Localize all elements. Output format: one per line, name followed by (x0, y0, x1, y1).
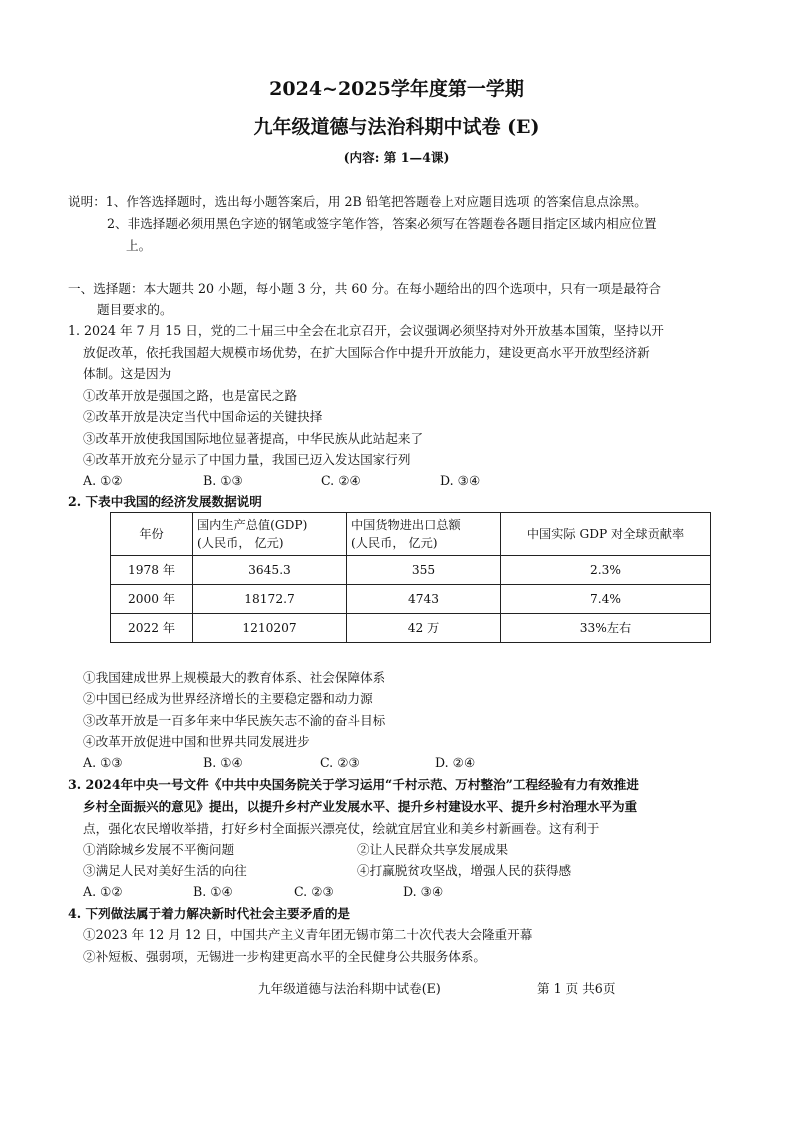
q1-option-b: B. ①③ (203, 473, 243, 488)
footer-page-number: 第 1 页 共6页 (537, 981, 616, 996)
q3-statement-2: ②让人民群众共享发展成果 (357, 842, 509, 857)
table-row (111, 585, 711, 614)
q3-statement-3: ③满足人民对美好生活的向往 (83, 863, 247, 878)
economic-data-table (110, 512, 711, 643)
cell-trade: 42 万 (347, 614, 501, 643)
header-gdp (193, 513, 347, 556)
cell-gdp: 18172.7 (193, 585, 347, 614)
cell-year: 2022 年 (111, 614, 193, 643)
q2-option-b: B. ①④ (203, 755, 243, 770)
q1-stem-line3: 体制。这是因为 (83, 366, 172, 381)
table-row (111, 614, 711, 643)
q3-stem-line1: 3. 2024年中央一号文件《中共中央国务院关于学习运用“千村示范、万村整治”工程经验有力有效推进 (68, 777, 639, 792)
q4-statement-2: ②补短板、强弱项，无锡进一步构建更高水平的全民健身公共服务体系。 (83, 949, 486, 964)
q1-statement-1: ①改革开放是强国之路，也是富民之路 (83, 388, 298, 403)
cell-contribution: 7.4% (501, 585, 711, 614)
header-gdp-label: 国内生产总值(GDP) (197, 518, 308, 532)
q1-statement-2: ②改革开放是决定当代中国命运的关键抉择 (83, 409, 323, 424)
instruction-1: 说明：1、作答选择题时，选出每小题答案后，用 2B 铅笔把答题卷上对应题目选项 的答案信息点涂黑。 (68, 194, 647, 209)
q2-option-a: A. ①③ (83, 755, 123, 770)
q4-statement-1: ①2023 年 12 月 12 日，中国共产主义青年团无锡市第二十次代表大会隆重开幕 (83, 927, 533, 942)
table-header-row (111, 513, 711, 556)
header-trade (347, 513, 501, 556)
header-contribution: 中国实际 GDP 对全球贡献率 (501, 513, 711, 556)
q3-stem-line2: 乡村全面振兴的意见》提出，以提升乡村产业发展水平、提升乡村建设水平、提升乡村治理水平为重 (83, 799, 638, 814)
exam-scope: (内容: 第 1—4课) (343, 150, 450, 165)
q1-stem-line1: 1. 2024 年 7 月 15 日，党的二十届三中全会在北京召开，会议强调必须坚持对外开放基本国策，坚持以开 (68, 323, 664, 338)
q4-stem: 4. 下列做法属于着力解决新时代社会主要矛盾的是 (68, 906, 351, 921)
table-row (111, 556, 711, 585)
cell-year: 2000 年 (111, 585, 193, 614)
section-heading: 一、选择题：本大题共 20 小题，每小题 3 分，共 60 分。在每小题给出的四个选项中，只有一项是最符合 (68, 281, 662, 296)
q1-statement-3: ③改革开放使我国国际地位显著提高，中华民族从此站起来了 (83, 431, 424, 446)
q3-statement-1: ①消除城乡发展不平衡问题 (83, 842, 235, 857)
header-trade-unit: (人民币， 亿元) (351, 536, 438, 550)
section-heading-cont: 题目要求的。 (97, 302, 173, 317)
header-year: 年份 (111, 513, 193, 556)
instruction-2: 2、非选择题必须用黑色字迹的钢笔或签字笔作答，答案必须写在答题卷各题目指定区域内相应位置 (107, 216, 657, 231)
q2-statement-3: ③改革开放是一百多年来中华民族矢志不渝的奋斗目标 (83, 713, 386, 728)
cell-trade: 4743 (347, 585, 501, 614)
q2-option-d: D. ②④ (435, 755, 476, 770)
cell-year: 1978 年 (111, 556, 193, 585)
q1-statement-4: ④改革开放充分显示了中国力量，我国已迈入发达国家行列 (83, 452, 411, 467)
cell-trade: 355 (347, 556, 501, 585)
q2-statement-4: ④改革开放促进中国和世界共同发展进步 (83, 734, 310, 749)
q1-option-a: A. ①② (83, 473, 123, 488)
footer-exam-name: 九年级道德与法治科期中试卷(E) (258, 981, 441, 996)
q1-option-d: D. ③④ (440, 473, 481, 488)
cell-gdp: 3645.3 (193, 556, 347, 585)
q1-stem-line2: 放促改革，依托我国超大规模市场优势，在扩大国际合作中提升开放能力，建设更高水平开放型经济新 (83, 345, 650, 360)
header-trade-label: 中国货物进出口总额 (351, 518, 461, 532)
q3-option-d: D. ③④ (403, 884, 444, 899)
q2-statement-2: ②中国已经成为世界经济增长的主要稳定器和动力源 (83, 691, 373, 706)
q2-statement-1: ①我国建成世界上规模最大的教育体系、社会保障体系 (83, 670, 386, 685)
header-gdp-unit: (人民币， 亿元) (197, 536, 284, 550)
q3-option-c: C. ②③ (294, 884, 334, 899)
q3-option-a: A. ①② (83, 884, 123, 899)
q3-statement-4: ④打赢脱贫攻坚战，增强人民的获得感 (357, 863, 572, 878)
cell-contribution: 2.3% (501, 556, 711, 585)
q1-option-c: C. ②④ (321, 473, 361, 488)
q2-option-c: C. ②③ (320, 755, 360, 770)
cell-gdp: 1210207 (193, 614, 347, 643)
q3-option-b: B. ①④ (193, 884, 233, 899)
instruction-2-cont: 上。 (126, 238, 152, 253)
cell-contribution: 33%左右 (501, 614, 711, 643)
q2-stem: 2. 下表中我国的经济发展数据说明 (68, 494, 262, 509)
exam-title-subject: 九年级道德与法治科期中试卷 (E) (253, 116, 540, 138)
q3-stem-line3: 点，强化农民增收举措，打好乡村全面振兴漂亮仗，绘就宜居宜业和美乡村新画卷。这有利于 (83, 821, 600, 836)
exam-title-year: 2024~2025学年度第一学期 (269, 78, 524, 100)
